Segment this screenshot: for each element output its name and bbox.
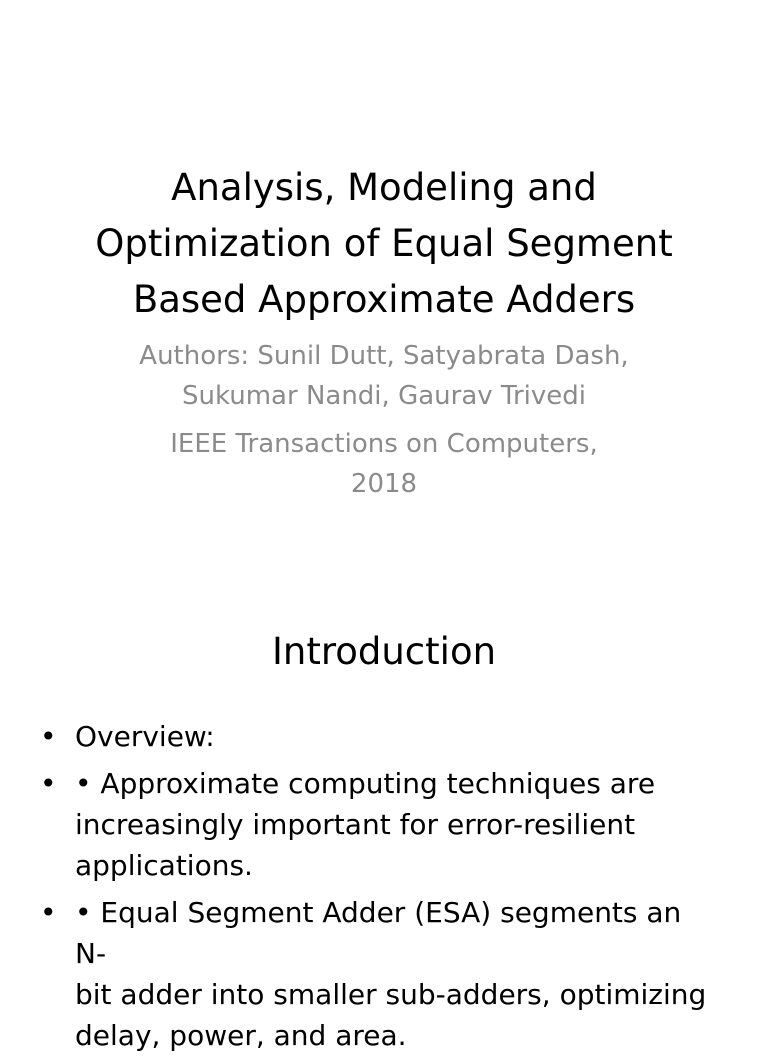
title-line: Based Approximate Adders <box>132 278 636 321</box>
bullet-line: Overview: <box>75 720 215 753</box>
bullet-line: • Approximate computing techniques are <box>75 767 656 800</box>
bullet-line: bit adder into smaller sub-adders, optimizing <box>75 978 707 1011</box>
authors-line: Sukumar Nandi, Gaurav Trivedi <box>182 381 586 411</box>
publication-line: IEEE Transactions on Computers, <box>170 429 598 459</box>
bullet-list <box>40 716 720 1062</box>
publication <box>40 424 728 504</box>
subtitle-block <box>40 336 728 512</box>
bullet-dot-icon: • <box>40 767 57 800</box>
title-block <box>40 160 728 328</box>
bullet-line: • Equal Segment Adder (ESA) segments an N- <box>75 896 682 970</box>
bullet-dot-icon: • <box>40 896 57 929</box>
bullet-item <box>40 716 720 757</box>
section-heading: Introduction <box>271 630 497 673</box>
bullet-item <box>40 763 720 886</box>
authors <box>40 336 728 416</box>
publication-line: 2018 <box>350 469 418 499</box>
title-line: Analysis, Modeling and <box>171 166 597 209</box>
bullet-item <box>40 892 720 1056</box>
title-line: Optimization of Equal Segment <box>95 222 673 265</box>
introduction-slide <box>0 576 768 1052</box>
bullet-dot-icon: • <box>40 720 57 753</box>
bullet-line: applications. <box>75 849 253 882</box>
paper-title <box>40 160 728 328</box>
bullet-line: delay, power, and area. <box>75 1019 407 1052</box>
authors-line: Authors: Sunil Dutt, Satyabrata Dash, <box>139 341 629 371</box>
bullet-line: increasingly important for error-resilient <box>75 808 636 841</box>
